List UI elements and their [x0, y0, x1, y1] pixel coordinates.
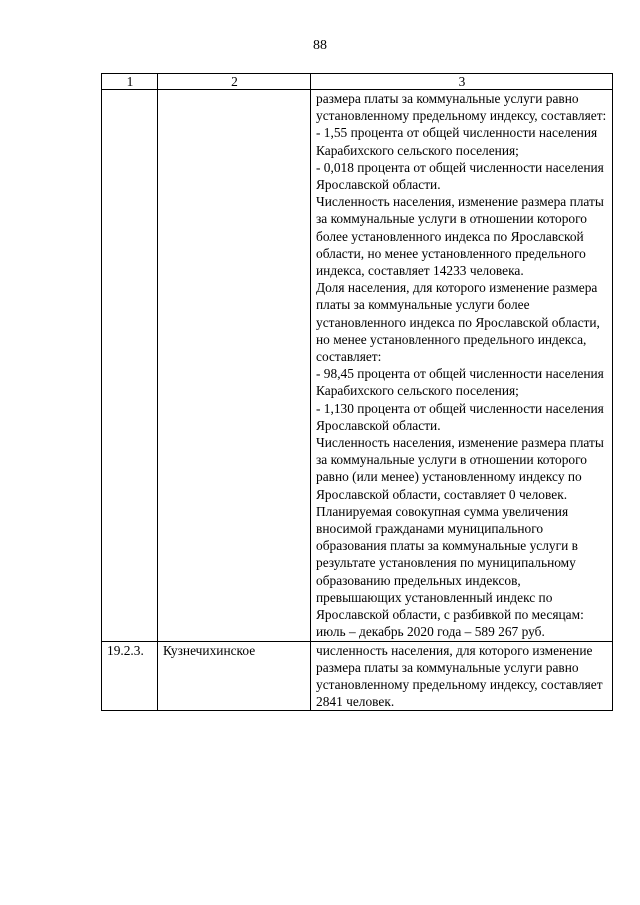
header-cell-3: 3 [311, 74, 613, 90]
description-cell [311, 90, 613, 642]
row-number: 19.2.3. [107, 642, 144, 658]
row-number-cell [102, 641, 158, 711]
paragraph: - 0,018 процента от общей численности населения Ярославской области. [316, 159, 604, 193]
municipality-cell [158, 641, 311, 711]
municipality-cell [158, 90, 311, 642]
header-cell-2: 2 [158, 74, 311, 90]
header-cell-1: 1 [102, 74, 158, 90]
page-number: 88 [313, 38, 327, 53]
paragraph: - 1,130 процента от общей численности населения Ярославской области. [316, 400, 604, 433]
paragraph: Доля населения, для которого изменение размера платы за коммунальные услуги более установленного индекса по Ярославской области, но менее установленного предельного индекса, составляет: [316, 280, 600, 365]
table-header-row [102, 74, 613, 90]
paragraph: Планируемая совокупная сумма увеличения вносимой гражданами муниципального образования платы за коммунальные услуги в результате установления по муниципальному образованию предельных индексов, превышающих установленный индекс по Ярославской области, с разбивкой по месяцам: июль – декабрь 2020 года – 589 267 руб. [316, 503, 584, 640]
table-row [102, 641, 613, 711]
paragraph: - 98,45 процента от общей численности населения Карабихского сельского поселения; [316, 366, 604, 399]
paragraph: размера платы за коммунальные услуги равно установленному предельному индексу, составляет: [316, 91, 607, 124]
paragraph: Численность населения, изменение размера платы за коммунальные услуги в отношении которого равно (или менее) установленному индексу по Ярославской области, составляет 0 человек. [316, 435, 604, 502]
row-number-cell [102, 90, 158, 642]
paragraph: численность населения, для которого изменение размера платы за коммунальные услуги равно установленному предельному индексу, составляет 2841 человек. [316, 642, 603, 710]
data-table [101, 73, 613, 711]
table-row [102, 90, 613, 642]
description-cell [311, 641, 613, 711]
municipality-name: Кузнечихинское [163, 642, 256, 658]
paragraph: - 1,55 процента от общей численности населения Карабихского сельского поселения; [316, 125, 598, 158]
paragraph: Численность населения, изменение размера платы за коммунальные услуги в отношении которого более установленного индекса по Ярославской области, но менее установленного предельного индекса, составляет 14233 человека. [316, 194, 604, 279]
